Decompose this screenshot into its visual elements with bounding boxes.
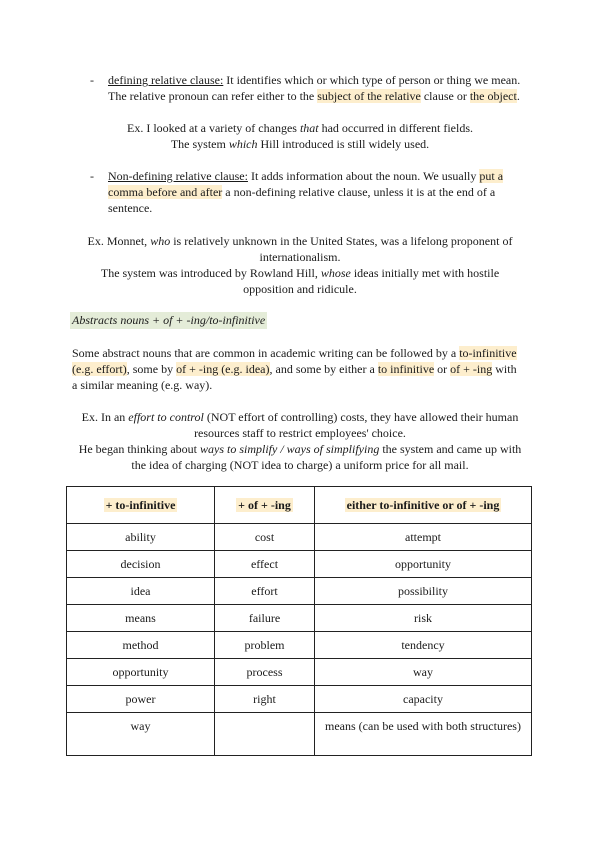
- table-cell: cost: [215, 524, 315, 551]
- abstract-example-2: [0, 441, 600, 457]
- text: The system was introduced by Rowland Hill,: [100, 266, 321, 280]
- table-row: [67, 605, 532, 632]
- table-cell: ability: [67, 524, 215, 551]
- text: , and some by either a: [269, 362, 378, 376]
- table-header-row: [67, 487, 532, 524]
- text: (NOT effort of controlling) costs, they have allowed their human: [203, 410, 519, 424]
- abstract-example-1: [0, 409, 600, 425]
- nondefining-term: Non-defining relative clause:: [108, 169, 248, 183]
- header-of-ing: + of + -ing: [215, 487, 315, 524]
- italic-word: which: [228, 137, 258, 151]
- table-cell: effect: [215, 551, 315, 578]
- table-cell: opportunity: [67, 659, 215, 686]
- text: Hill introduced is still widely used.: [257, 137, 430, 151]
- table-cell: way: [315, 659, 532, 686]
- table-cell: failure: [215, 605, 315, 632]
- defining-term: defining relative clause:: [108, 73, 224, 87]
- nondefining-example-1-cont: internationalism.: [259, 250, 341, 264]
- text: is relatively unknown in the United States, was a lifelong proponent of: [170, 234, 513, 248]
- nondefining-line-3: sentence.: [108, 201, 153, 215]
- text: It adds information about the noun. We usually: [247, 169, 480, 183]
- text: Ex. I looked at a variety of changes: [127, 121, 300, 135]
- table-cell: problem: [215, 632, 315, 659]
- italic-phrase: ways to simplify / ways of simplifying: [200, 442, 380, 456]
- table-cell: capacity: [315, 686, 532, 713]
- header-to-infinitive: + to-infinitive: [67, 487, 215, 524]
- highlight: to-infinitive: [459, 346, 517, 360]
- table-cell: effort: [215, 578, 315, 605]
- table-row: [67, 578, 532, 605]
- text: The relative pronoun can refer either to the: [108, 89, 318, 103]
- intro-line-1: [72, 345, 517, 361]
- bullet-dash: -: [90, 73, 94, 87]
- table-row: [67, 713, 532, 756]
- table-cell: means (can be used with both structures): [315, 713, 532, 756]
- header-either: either to-infinitive or of + -ing: [315, 487, 532, 524]
- highlight: subject of the relative: [317, 89, 421, 103]
- nondefining-line-2: [108, 184, 495, 200]
- italic-word: who: [150, 234, 171, 248]
- table-cell: means: [67, 605, 215, 632]
- defining-line-1: [108, 72, 520, 88]
- table-row: [67, 524, 532, 551]
- nondefining-line-1: [108, 168, 503, 184]
- section-heading: Abstracts nouns + of + -ing/to-infinitive: [72, 313, 266, 327]
- text: Some abstract nouns that are common in academic writing can be followed by a: [72, 346, 460, 360]
- defining-example-1: [0, 120, 600, 136]
- table-row: [67, 551, 532, 578]
- italic-word: whose: [320, 266, 351, 280]
- abstract-example-1-cont: resources staff to restrict employees' choice.: [194, 426, 406, 440]
- table-cell: right: [215, 686, 315, 713]
- table-cell: attempt: [315, 524, 532, 551]
- defining-text: It identifies which or which type of person or thing we mean.: [223, 73, 521, 87]
- text: the system and came up with: [379, 442, 522, 456]
- table-cell: power: [67, 686, 215, 713]
- table-row: [67, 659, 532, 686]
- table-cell: opportunity: [315, 551, 532, 578]
- defining-line-2: [108, 88, 520, 104]
- text: .: [516, 89, 520, 103]
- table-row: [67, 632, 532, 659]
- nondefining-example-2-cont: opposition and ridicule.: [243, 282, 357, 296]
- text: or: [434, 362, 451, 376]
- table-cell: [215, 713, 315, 756]
- table-cell: idea: [67, 578, 215, 605]
- text: with: [492, 362, 517, 376]
- italic-word: that: [299, 121, 319, 135]
- highlight: put a: [479, 169, 504, 183]
- text: had occurred in different fields.: [318, 121, 473, 135]
- text: , some by: [126, 362, 177, 376]
- highlight: the object: [469, 89, 517, 103]
- table-cell: process: [215, 659, 315, 686]
- table-cell: method: [67, 632, 215, 659]
- defining-example-2: [0, 136, 600, 152]
- italic-phrase: effort to control: [128, 410, 204, 424]
- highlight: (e.g. effort): [72, 362, 127, 376]
- table-cell: way: [67, 713, 215, 756]
- text: He began thinking about: [78, 442, 200, 456]
- text: clause or: [420, 89, 470, 103]
- nondefining-example-1: [0, 233, 600, 249]
- text: Ex. Monnet,: [87, 234, 151, 248]
- table-cell: risk: [315, 605, 532, 632]
- abstract-nouns-table: [66, 486, 532, 756]
- table-row: [67, 686, 532, 713]
- table-cell: tendency: [315, 632, 532, 659]
- text: ideas initially met with hostile: [350, 266, 500, 280]
- text: The system: [170, 137, 229, 151]
- table-cell: possibility: [315, 578, 532, 605]
- highlight: comma before and after: [108, 185, 223, 199]
- highlight: of + -ing (e.g. idea): [176, 362, 270, 376]
- abstract-example-2-cont: the idea of charging (NOT idea to charge) a uniform price for all mail.: [131, 458, 469, 472]
- intro-line-2: [72, 361, 517, 377]
- text: Ex. In an: [81, 410, 129, 424]
- highlight: of + -ing: [450, 362, 493, 376]
- bullet-dash: -: [90, 169, 94, 183]
- nondefining-example-2: [0, 265, 600, 281]
- text: a non-defining relative clause, unless it is at the end of a: [222, 185, 496, 199]
- intro-line-3: a similar meaning (e.g. way).: [72, 378, 213, 392]
- highlight: to infinitive: [377, 362, 435, 376]
- table-cell: decision: [67, 551, 215, 578]
